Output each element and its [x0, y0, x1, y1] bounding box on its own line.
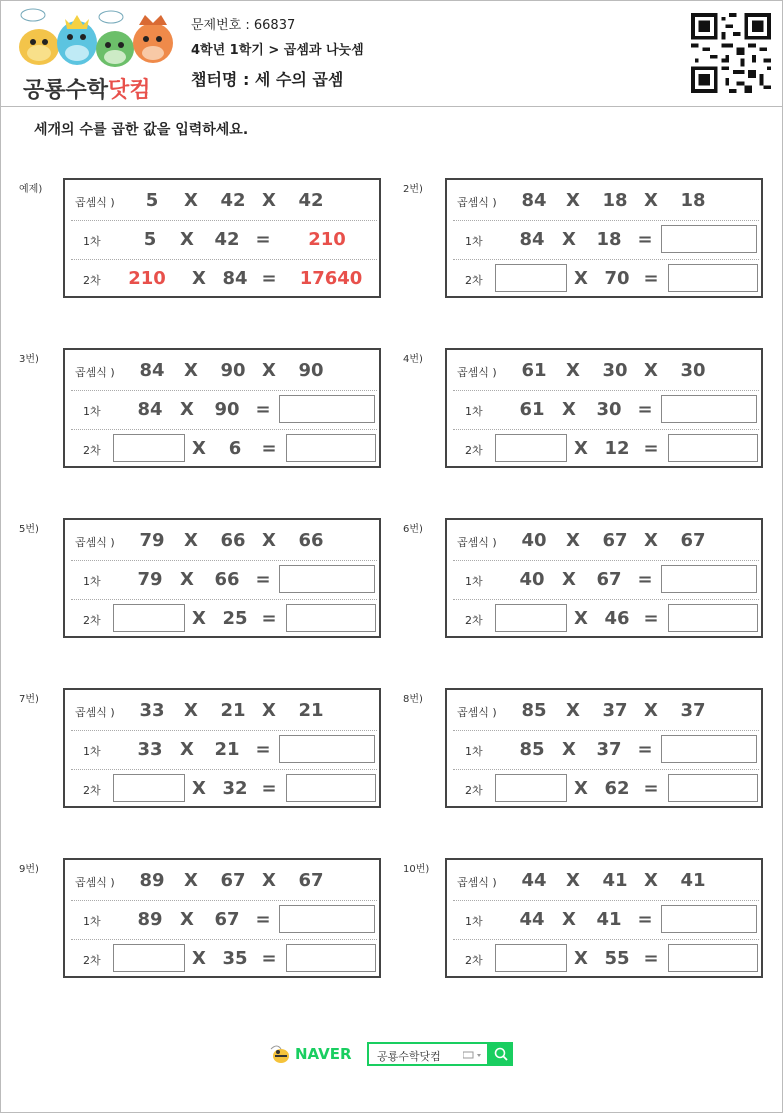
multiply-sign: X: [184, 700, 198, 721]
step2-right-operand: 62: [604, 778, 630, 799]
multiply-sign: X: [192, 948, 206, 969]
multiply-sign: X: [644, 360, 658, 381]
multiply-sign: X: [644, 190, 658, 211]
multiply-sign: X: [192, 608, 206, 629]
step1-label: 1차: [465, 575, 483, 588]
operand-a: 44: [521, 870, 547, 891]
operand-a: 79: [139, 530, 165, 551]
step1-answer-input[interactable]: [661, 225, 757, 253]
operand-a: 84: [139, 360, 165, 381]
step2-label: 2차: [83, 784, 101, 797]
multiply-sign: X: [262, 870, 276, 891]
operand-c: 18: [680, 190, 706, 211]
formula-label: 곱셈식 ): [457, 366, 497, 379]
step2-result: 17640: [299, 268, 363, 289]
formula-row: [453, 352, 759, 391]
formula-label: 곱셈식 ): [75, 536, 115, 549]
step2-label: 2차: [83, 274, 101, 287]
operand-a: 84: [521, 190, 547, 211]
multiply-sign: X: [566, 700, 580, 721]
step2-row: [453, 770, 759, 808]
step2-row: [453, 430, 759, 468]
step1-operand-a: 89: [137, 909, 163, 930]
formula-label: 곱셈식 ): [457, 876, 497, 889]
naver-search-text: 공룡수학닷컴: [377, 1050, 441, 1063]
formula-row: [71, 862, 377, 901]
equals-sign: =: [261, 948, 277, 969]
step1-answer-input[interactable]: [279, 395, 375, 423]
step1-row: [71, 901, 377, 940]
step1-label: 1차: [465, 745, 483, 758]
step2-right-operand: 32: [222, 778, 248, 799]
step1-answer-input[interactable]: [279, 735, 375, 763]
step2-label: 2차: [465, 614, 483, 627]
equals-sign: =: [261, 608, 277, 629]
step2-label: 2차: [465, 444, 483, 457]
step2-row: [453, 600, 759, 638]
operand-b: 67: [220, 870, 246, 891]
equals-sign: =: [643, 438, 659, 459]
step2-left-input[interactable]: [495, 944, 567, 972]
chapter-title: 챕터명 : 세 수의 곱셈: [191, 70, 344, 89]
step2-answer-input[interactable]: [668, 434, 758, 462]
multiply-sign: X: [562, 739, 576, 760]
problem-box: [445, 858, 763, 978]
naver-wordmark: NAVER: [295, 1045, 352, 1063]
step2-row: [453, 940, 759, 978]
multiply-sign: X: [262, 530, 276, 551]
multiply-sign: X: [180, 739, 194, 760]
problem-label: 5번): [19, 524, 39, 535]
step1-operand-a: 84: [519, 229, 545, 250]
step1-operand-a: 84: [137, 399, 163, 420]
multiply-sign: X: [192, 778, 206, 799]
equals-sign: =: [637, 739, 653, 760]
problem-number: 문제번호 : 66837: [191, 18, 296, 33]
naver-search-footer: [269, 1042, 515, 1068]
problem-label: 2번): [403, 184, 423, 195]
step1-row: [453, 901, 759, 940]
formula-label: 곱셈식 ): [75, 196, 115, 209]
step1-operand-b: 66: [214, 569, 240, 590]
step2-left-input[interactable]: [495, 604, 567, 632]
step2-label: 2차: [465, 274, 483, 287]
step2-left-input[interactable]: [113, 434, 185, 462]
equals-sign: =: [261, 268, 277, 289]
step1-row: [71, 561, 377, 600]
formula-row: [71, 352, 377, 391]
step1-operand-b: 67: [214, 909, 240, 930]
step1-label: 1차: [465, 235, 483, 248]
step2-answer-input[interactable]: [668, 944, 758, 972]
step1-label: 1차: [83, 575, 101, 588]
step2-answer-input[interactable]: [668, 604, 758, 632]
example-problem-box: [63, 178, 381, 298]
course-breadcrumb: 4학년 1학기 > 곱셈과 나눗셈: [191, 43, 364, 58]
operand-a: 40: [521, 530, 547, 551]
step1-row: [71, 221, 377, 260]
step1-answer-input[interactable]: [661, 905, 757, 933]
step1-row: [453, 391, 759, 430]
keyboard-icon[interactable]: [463, 1051, 483, 1061]
step2-right-operand: 84: [222, 268, 248, 289]
step1-operand-a: 44: [519, 909, 545, 930]
multiply-sign: X: [180, 909, 194, 930]
step2-row: [71, 770, 377, 808]
operand-b: 42: [220, 190, 246, 211]
operand-c: 67: [680, 530, 706, 551]
operand-c: 90: [298, 360, 324, 381]
step1-row: [453, 561, 759, 600]
operand-b: 41: [602, 870, 628, 891]
step1-operand-b: 21: [214, 739, 240, 760]
step2-right-operand: 70: [604, 268, 630, 289]
operand-a: 33: [139, 700, 165, 721]
step2-answer-input[interactable]: [286, 434, 376, 462]
operand-c: 30: [680, 360, 706, 381]
step2-answer-input[interactable]: [286, 774, 376, 802]
operand-b: 66: [220, 530, 246, 551]
multiply-sign: X: [180, 399, 194, 420]
naver-search-button[interactable]: [489, 1042, 513, 1066]
step1-operand-a: 33: [137, 739, 163, 760]
step2-left-input[interactable]: [495, 264, 567, 292]
operand-c: 21: [298, 700, 324, 721]
step1-operand-b: 18: [596, 229, 622, 250]
multiply-sign: X: [562, 569, 576, 590]
multiply-sign: X: [574, 268, 588, 289]
step2-answer-input[interactable]: [668, 264, 758, 292]
step1-label: 1차: [465, 405, 483, 418]
step1-answer-input[interactable]: [661, 735, 757, 763]
multiply-sign: X: [644, 530, 658, 551]
multiply-sign: X: [644, 870, 658, 891]
equals-sign: =: [643, 608, 659, 629]
multiply-sign: X: [192, 438, 206, 459]
multiply-sign: X: [644, 700, 658, 721]
step2-answer-input[interactable]: [668, 774, 758, 802]
multiply-sign: X: [562, 399, 576, 420]
multiply-sign: X: [184, 530, 198, 551]
step2-left-input[interactable]: [495, 434, 567, 462]
formula-row: [71, 522, 377, 561]
multiply-sign: X: [262, 360, 276, 381]
operand-a: 89: [139, 870, 165, 891]
step2-right-operand: 25: [222, 608, 248, 629]
operand-b: 21: [220, 700, 246, 721]
operand-a: 5: [145, 190, 159, 211]
step1-label: 1차: [83, 745, 101, 758]
multiply-sign: X: [566, 530, 580, 551]
formula-row: [453, 692, 759, 731]
step1-answer-input[interactable]: [661, 565, 757, 593]
multiply-sign: X: [184, 870, 198, 891]
equals-sign: =: [255, 909, 271, 930]
problem-label: 3번): [19, 354, 39, 365]
step2-label: 2차: [465, 784, 483, 797]
step2-answer-input[interactable]: [286, 944, 376, 972]
multiply-sign: X: [574, 608, 588, 629]
problem-label: 7번): [19, 694, 39, 705]
header: [1, 1, 782, 107]
step1-operand-a: 85: [519, 739, 545, 760]
step2-row: [453, 260, 759, 298]
step2-label: 2차: [465, 954, 483, 967]
problem-box: [63, 688, 381, 808]
step2-label: 2차: [83, 444, 101, 457]
equals-sign: =: [643, 268, 659, 289]
step2-row: [71, 940, 377, 978]
equals-sign: =: [255, 399, 271, 420]
problem-box: [63, 518, 381, 638]
problem-box: [445, 348, 763, 468]
multiply-sign: X: [574, 778, 588, 799]
step1-row: [71, 391, 377, 430]
step1-row: [71, 731, 377, 770]
step1-row: [453, 731, 759, 770]
step2-row: [71, 600, 377, 638]
step2-right-operand: 35: [222, 948, 248, 969]
step1-operand-a: 61: [519, 399, 545, 420]
problem-label: 9번): [19, 864, 39, 875]
step2-right-operand: 46: [604, 608, 630, 629]
step2-left-input[interactable]: [113, 944, 185, 972]
operand-b: 30: [602, 360, 628, 381]
operand-a: 61: [521, 360, 547, 381]
step1-label: 1차: [83, 235, 101, 248]
multiply-sign: X: [566, 870, 580, 891]
formula-row: [453, 522, 759, 561]
step1-operand-b: 67: [596, 569, 622, 590]
formula-row: [71, 182, 377, 221]
problem-box: [445, 178, 763, 298]
problem-box: [445, 518, 763, 638]
equals-sign: =: [637, 399, 653, 420]
multiply-sign: X: [180, 569, 194, 590]
multiply-sign: X: [184, 360, 198, 381]
qr-code-icon[interactable]: [691, 13, 771, 93]
operand-c: 41: [680, 870, 706, 891]
naver-search-input[interactable]: [367, 1042, 489, 1066]
equals-sign: =: [637, 229, 653, 250]
step1-operand-a: 5: [143, 229, 157, 250]
formula-label: 곱셈식 ): [75, 876, 115, 889]
equals-sign: =: [637, 569, 653, 590]
formula-label: 곱셈식 ): [457, 536, 497, 549]
step2-answer-input[interactable]: [286, 604, 376, 632]
step1-answer-input[interactable]: [279, 905, 375, 933]
step1-operand-b: 41: [596, 909, 622, 930]
instruction: 세개의 수를 곱한 값을 입력하세요.: [34, 122, 249, 138]
formula-label: 곱셈식 ): [75, 706, 115, 719]
problem-label: 8번): [403, 694, 423, 705]
step2-left-input[interactable]: [113, 604, 185, 632]
step2-right-operand: 12: [604, 438, 630, 459]
step2-row: [71, 260, 377, 298]
operand-b: 37: [602, 700, 628, 721]
equals-sign: =: [643, 948, 659, 969]
formula-row: [453, 862, 759, 901]
step1-answer-input[interactable]: [661, 395, 757, 423]
multiply-sign: X: [180, 229, 194, 250]
operand-b: 67: [602, 530, 628, 551]
multiply-sign: X: [184, 190, 198, 211]
step1-operand-b: 37: [596, 739, 622, 760]
problem-label: 6번): [403, 524, 423, 535]
formula-label: 곱셈식 ): [457, 196, 497, 209]
naver-logo-icon: [269, 1043, 293, 1065]
step1-answer-input[interactable]: [279, 565, 375, 593]
formula-row: [453, 182, 759, 221]
equals-sign: =: [255, 569, 271, 590]
equals-sign: =: [255, 229, 271, 250]
multiply-sign: X: [562, 229, 576, 250]
operand-c: 66: [298, 530, 324, 551]
multiply-sign: X: [562, 909, 576, 930]
multiply-sign: X: [574, 438, 588, 459]
step2-left-value: 210: [128, 268, 166, 289]
step2-right-operand: 55: [604, 948, 630, 969]
operand-c: 67: [298, 870, 324, 891]
step1-operand-b: 30: [596, 399, 622, 420]
formula-label: 곱셈식 ): [75, 366, 115, 379]
multiply-sign: X: [566, 360, 580, 381]
problem-box: [63, 858, 381, 978]
equals-sign: =: [255, 739, 271, 760]
dinosaur-mascots-icon: [13, 7, 181, 73]
problem-label: 10번): [403, 864, 430, 875]
equals-sign: =: [261, 778, 277, 799]
multiply-sign: X: [574, 948, 588, 969]
equals-sign: =: [637, 909, 653, 930]
equals-sign: =: [643, 778, 659, 799]
step2-label: 2차: [83, 614, 101, 627]
problem-label: 예제): [19, 184, 43, 195]
problem-box: [63, 348, 381, 468]
multiply-sign: X: [566, 190, 580, 211]
multiply-sign: X: [262, 190, 276, 211]
formula-row: [71, 692, 377, 731]
operand-a: 85: [521, 700, 547, 721]
step1-operand-b: 90: [214, 399, 240, 420]
formula-label: 곱셈식 ): [457, 706, 497, 719]
logo: [13, 7, 181, 103]
operand-c: 37: [680, 700, 706, 721]
equals-sign: =: [261, 438, 277, 459]
operand-b: 90: [220, 360, 246, 381]
search-icon: [489, 1042, 513, 1066]
step1-operand-a: 40: [519, 569, 545, 590]
multiply-sign: X: [262, 700, 276, 721]
step1-label: 1차: [83, 915, 101, 928]
step2-label: 2차: [83, 954, 101, 967]
step1-label: 1차: [83, 405, 101, 418]
operand-b: 18: [602, 190, 628, 211]
step2-left-input[interactable]: [495, 774, 567, 802]
multiply-sign: X: [192, 268, 206, 289]
problem-box: [445, 688, 763, 808]
step2-row: [71, 430, 377, 468]
logo-text: 공룡수학닷컴: [23, 78, 151, 103]
step1-operand-b: 42: [214, 229, 240, 250]
problem-label: 4번): [403, 354, 423, 365]
step1-operand-a: 79: [137, 569, 163, 590]
step1-row: [453, 221, 759, 260]
operand-c: 42: [298, 190, 324, 211]
step2-left-input[interactable]: [113, 774, 185, 802]
step1-label: 1차: [465, 915, 483, 928]
step1-result: 210: [308, 229, 346, 250]
step2-right-operand: 6: [228, 438, 242, 459]
